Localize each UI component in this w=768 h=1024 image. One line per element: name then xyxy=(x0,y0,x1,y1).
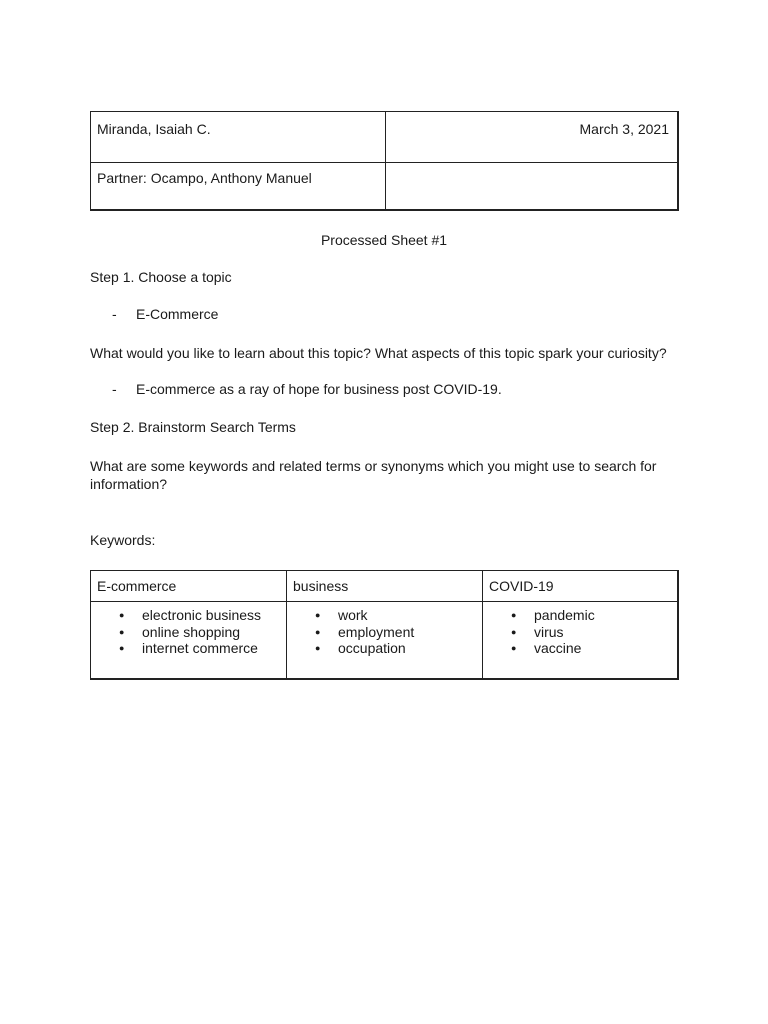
bullet-icon: ● xyxy=(315,610,321,620)
partner-name: Partner: Ocampo, Anthony Manuel xyxy=(97,170,312,186)
keywords-column-header: COVID-19 xyxy=(489,578,554,594)
keywords-list xyxy=(315,607,414,657)
bullet-icon: ● xyxy=(119,626,125,637)
dash-marker: - xyxy=(112,306,117,322)
bullet-icon: ● xyxy=(315,643,321,653)
bullet-icon: ● xyxy=(119,643,125,653)
page-title: Processed Sheet #1 xyxy=(320,232,448,248)
keyword-text: occupation xyxy=(338,640,406,656)
list-item xyxy=(315,624,414,641)
list-item xyxy=(511,640,595,657)
list-item xyxy=(511,607,595,624)
keywords-list xyxy=(511,607,595,657)
step1-question: What would you like to learn about this topic? What aspects of this topic spark your curiosity? xyxy=(90,345,667,361)
keywords-table xyxy=(90,570,679,680)
step2-question: What are some keywords and related terms or synonyms which you might use to search for information? xyxy=(90,458,657,492)
header-table xyxy=(90,111,679,211)
keywords-column-divider xyxy=(482,571,483,678)
list-item xyxy=(119,624,261,641)
keyword-text: work xyxy=(338,607,368,623)
list-item xyxy=(511,624,595,641)
keyword-text: vaccine xyxy=(534,640,582,656)
keywords-list xyxy=(119,607,261,657)
keywords-table-header-row xyxy=(91,571,677,602)
keywords-column-header: business xyxy=(293,578,349,594)
keywords-column-header: E-commerce xyxy=(97,578,177,594)
keyword-text: virus xyxy=(534,623,564,640)
keyword-text: pandemic xyxy=(534,607,595,623)
step1-heading: Step 1. Choose a topic xyxy=(90,269,232,285)
keyword-text: internet commerce xyxy=(142,640,258,656)
step1-topic-item xyxy=(112,305,218,323)
list-item xyxy=(119,640,261,657)
keywords-label: Keywords: xyxy=(90,532,156,548)
bullet-icon: ● xyxy=(511,610,517,620)
student-name: Miranda, Isaiah C. xyxy=(97,121,211,137)
list-item xyxy=(315,607,414,624)
keywords-column-divider xyxy=(286,571,287,678)
list-item xyxy=(315,640,414,657)
bullet-icon: ● xyxy=(315,626,321,637)
dash-marker: - xyxy=(112,381,117,397)
keyword-text: employment xyxy=(338,623,415,640)
keyword-text: electronic business xyxy=(142,607,262,623)
step1-answer-item xyxy=(112,380,502,398)
step1-answer: E-commerce as a ray of hope for business post COVID-19. xyxy=(136,381,502,397)
bullet-icon: ● xyxy=(511,626,517,637)
document-date: March 3, 2021 xyxy=(579,121,669,137)
step2-heading: Step 2. Brainstorm Search Terms xyxy=(90,419,296,435)
bullet-icon: ● xyxy=(511,643,517,653)
header-column-divider xyxy=(385,112,386,209)
step1-topic: E-Commerce xyxy=(136,306,219,322)
list-item xyxy=(119,607,261,624)
keyword-text: online shopping xyxy=(142,623,241,640)
bullet-icon: ● xyxy=(119,610,125,620)
